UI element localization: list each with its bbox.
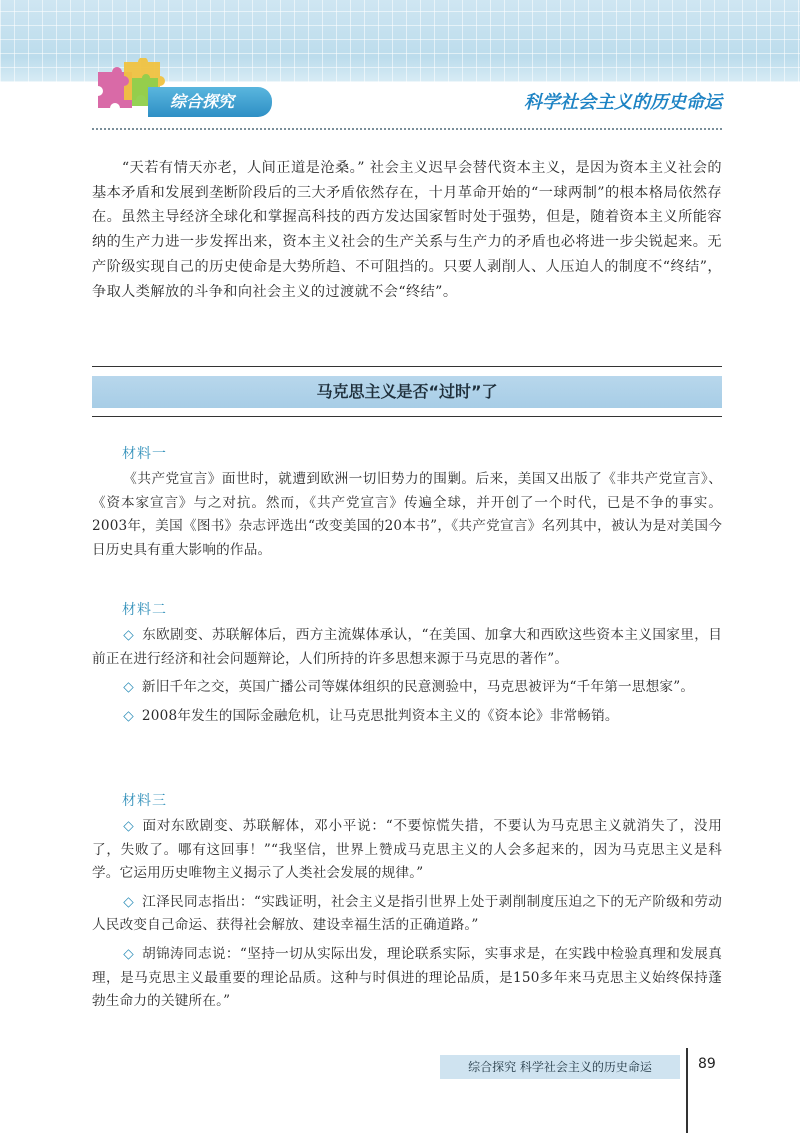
diamond-bullet-icon: ◇ — [123, 679, 134, 696]
list-item: ◇ 新旧千年之交，英国广播公司等媒体组织的民意测验中，马克思被评为“千年第一思想家”。 — [123, 679, 695, 696]
list-item: ◇ 江泽民同志指出：“实践证明，社会主义是指引世界上处于剥削制度压迫之下的无产阶级和劳动人民改变自己命运、获得社会解放、建设幸福生活的正确道路。” — [92, 893, 722, 934]
material-block — [92, 815, 722, 1014]
diamond-bullet-icon: ◇ — [123, 893, 135, 910]
page-number: 89 — [698, 1056, 716, 1072]
topic-bottom-rule — [92, 416, 722, 417]
intro-paragraph: “天若有情天亦老，人间正道是沧桑。” 社会主义迟早会替代资本主义，是因为资本主义社会的基本矛盾和发展到垄断阶段后的三大矛盾依然存在，十月革命开始的“一球两制”的根本格局依然存在。虽然主导经济全球化和掌握高科技的西方发达国家暂时处于强势，但是，随着资本主义所能容纳的生产力进一步发挥出来，资本主义社会的生产关系与生产力的矛盾也必将进一步尖锐起来。无产阶级实现自己的历史使命是大势所趋、不可阻挡的。只要人剥削人、人压迫人的制度不“终结”，争取人类解放的斗争和向社会主义的过渡就不会“终结”。 — [92, 160, 722, 300]
diamond-bullet-icon: ◇ — [123, 707, 134, 724]
list-item: ◇ 东欧剧变、苏联解体后，西方主流媒体承认，“在美国、加拿大和西欧这些资本主义国家里，目前正在进行经济和社会问题辩论，人们所持的许多思想来源于马克思的著作”。 — [92, 627, 722, 667]
material-block — [92, 624, 722, 728]
list-item: ◇ 面对东欧剧变、苏联解体，邓小平说：“不要惊慌失措，不要认为马克思主义就消失了，没用了，失败了。哪有这回事！”“我坚信，世界上赞成马克思主义的人会多起来的，因为马克思主义是科学。它运用历史唯物主义揭示了人类社会发展的规律。” — [92, 818, 722, 882]
topic-title: 马克思主义是否“过时”了 — [92, 376, 722, 408]
chapter-title: 科学社会主义的历史命运 — [524, 92, 722, 113]
material-label: 材料三 — [122, 793, 167, 809]
section-label: 综合探究 — [148, 87, 272, 117]
footer-running-title: 综合探究 科学社会主义的历史命运 — [440, 1055, 680, 1079]
list-item: ◇ 胡锦涛同志说：“坚持一切从实际出发，理论联系实际，实事求是，在实践中检验真理和发展真理，是马克思主义最重要的理论品质。这种与时俱进的理论品质，是150多年来马克思主义始终保持蓬勃生命力的关键所在。” — [92, 945, 722, 1010]
dotted-divider — [92, 128, 722, 130]
footer-divider — [686, 1048, 688, 1133]
material-block — [92, 468, 722, 562]
diamond-bullet-icon: ◇ — [123, 627, 135, 643]
material-label: 材料一 — [122, 446, 167, 462]
material-paragraph: 《共产党宣言》面世时，就遭到欧洲一切旧势力的围剿。后来，美国又出版了《非共产党宣言》、《资本家宣言》与之对抗。然而，《共产党宣言》传遍全球，并开创了一个时代，已是不争的事实。2003年，美国《图书》杂志评选出“改变美国的20本书”，《共产党宣言》名列其中，被认为是对美国今日历史具有重大影响的作品。 — [92, 471, 722, 558]
topic-top-rule — [92, 366, 722, 367]
diamond-bullet-icon: ◇ — [123, 945, 135, 962]
list-item: ◇ 2008年发生的国际金融危机，让马克思批判资本主义的《资本论》非常畅销。 — [123, 707, 619, 724]
diamond-bullet-icon: ◇ — [123, 818, 135, 834]
material-label: 材料二 — [122, 602, 167, 618]
